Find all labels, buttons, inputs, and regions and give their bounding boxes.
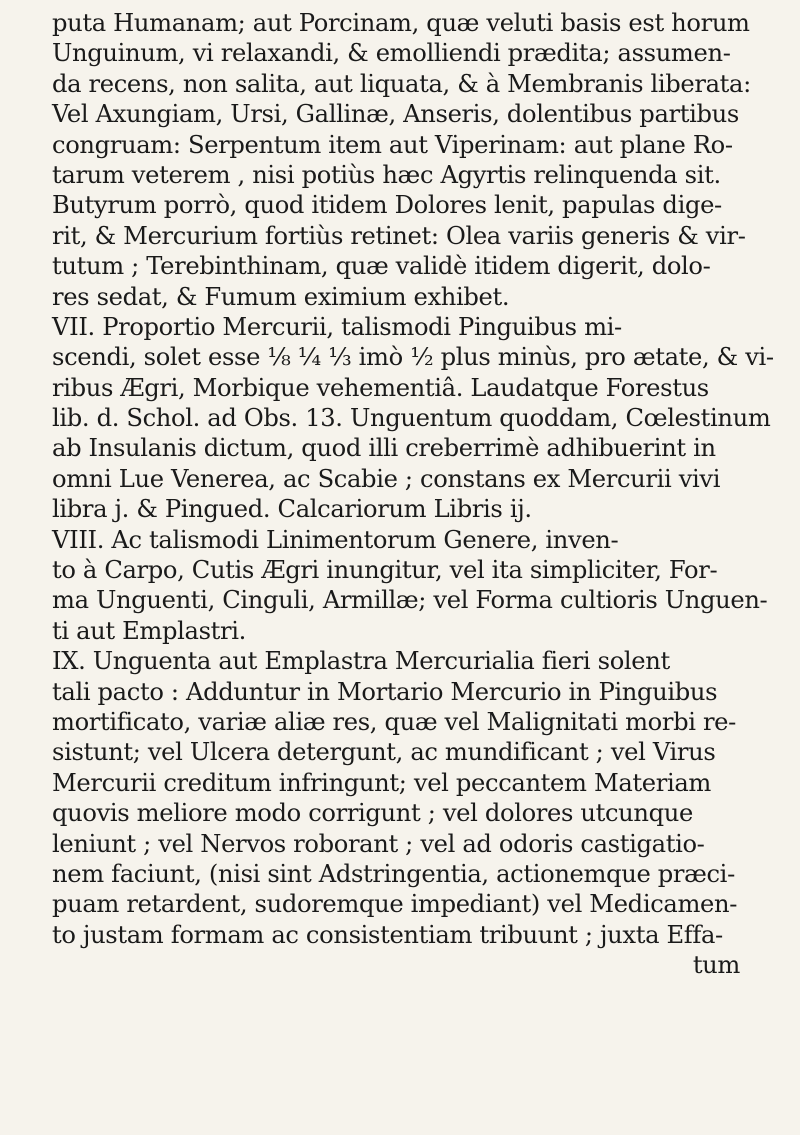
text-line: puam retardent, sudoremque impediant) vel Medicamen-	[52, 890, 738, 919]
text-line: Vel Axungiam, Ursi, Gallinæ, Anseris, dolentibus partibus	[52, 100, 739, 129]
text-line: lib. d. Schol. ad Obs. 13. Unguentum quoddam, Cœlestinum	[52, 404, 771, 433]
text-line: Butyrum porrò, quod itidem Dolores lenit, papulas dige-	[52, 191, 722, 220]
text-line: ma Unguenti, Cinguli, Armillæ; vel Forma cultioris Unguen-	[52, 586, 768, 615]
text-line: to justam formam ac consistentiam tribuunt ; juxta Effa-	[52, 920, 723, 949]
text-line: nem faciunt, (nisi sint Adstringentia, actionemque præci-	[52, 859, 735, 888]
text-line: to à Carpo, Cutis Ægri inungitur, vel ita simpliciter, For-	[52, 556, 718, 585]
text-line: omni Lue Venerea, ac Scabie ; constans ex Mercurii vivi	[52, 464, 721, 493]
text-line: sistunt; vel Ulcera detergunt, ac mundificant ; vel Virus	[52, 738, 716, 767]
text-line: ab Insulanis dictum, quod illi creberrimè adhibuerint in	[52, 434, 716, 463]
text-line: IX. Unguenta aut Emplastra Mercurialia fieri solent	[52, 647, 670, 676]
text-line: Mercurii creditum infringunt; vel peccantem Materiam	[52, 768, 712, 797]
text-line: VIII. Ac talismodi Linimentorum Genere, inven-	[52, 525, 619, 554]
text-line: da recens, non salita, aut liquata, & à Membranis liberata:	[52, 69, 751, 98]
text-line: leniunt ; vel Nervos roborant ; vel ad odoris castigatio-	[52, 829, 705, 858]
text-line: congruam: Serpentum item aut Viperinam: aut plane Ro-	[52, 130, 733, 159]
text-line: tarum veterem , nisi potiùs hæc Agyrtis relinquenda sit.	[52, 160, 721, 189]
text-line: tali pacto : Adduntur in Mortario Mercurio in Pinguibus	[52, 677, 718, 706]
text-line: VII. Proportio Mercurii, talismodi Pinguibus mi-	[52, 312, 622, 341]
text-line: res sedat, & Fumum eximium exhibet.	[52, 282, 510, 311]
text-line: puta Humanam; aut Porcinam, quæ veluti basis est horum	[52, 9, 750, 37]
text-line: quovis meliore modo corrigunt ; vel dolores utcunque	[52, 799, 693, 828]
page-text	[52, 8, 792, 981]
text-line: tutum ; Terebinthinam, quæ validè itidem digerit, dolo-	[52, 252, 711, 281]
text-line: mortificato, variæ aliæ res, quæ vel Malignitati morbi re-	[52, 707, 736, 736]
text-line: ti aut Emplastri.	[52, 616, 246, 645]
catchword: tum	[692, 951, 740, 980]
text-line: rit, & Mercurium fortiùs retinet: Olea variis generis & vir-	[52, 221, 746, 250]
text-line: scendi, solet esse ⅛ ¼ ⅓ imò ½ plus minùs, pro ætate, & vi-	[52, 343, 774, 372]
text-line: ribus Ægri, Morbique vehementiâ. Laudatque Forestus	[52, 373, 709, 402]
text-line: Unguinum, vi relaxandi, & emolliendi prædita; assumen-	[52, 39, 731, 68]
text-line: libra j. & Pingued. Calcariorum Libris ij.	[52, 495, 532, 524]
